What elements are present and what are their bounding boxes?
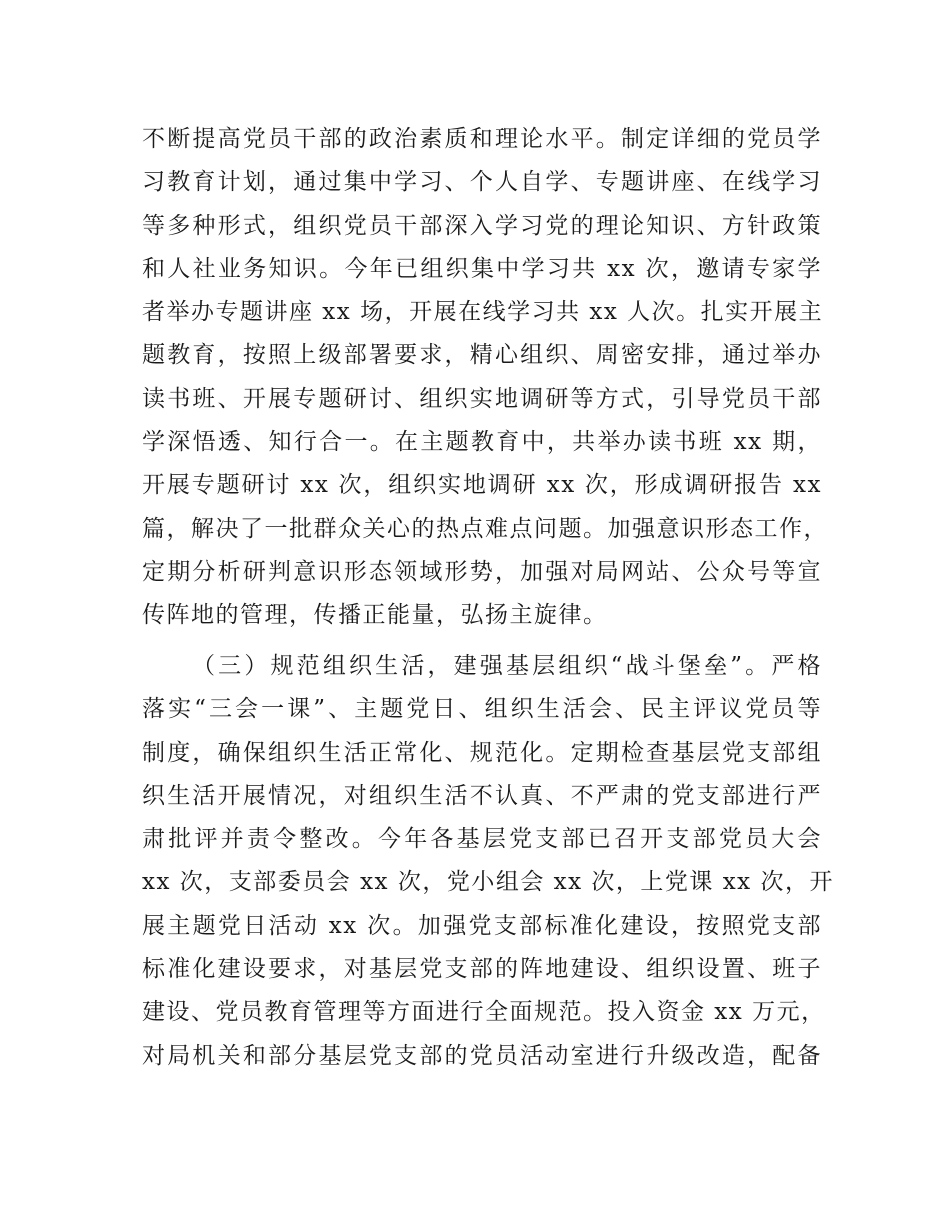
text-line: 习教育计划，通过集中学习、个人自学、专题讲座、在线学习: [142, 169, 822, 196]
text-line: 落实“三会一课”、主题党日、组织生活会、民主评议党员等: [142, 696, 822, 723]
text-line: 者举办专题讲座 xx 场，开展在线学习共 xx 人次。扎实开展主: [142, 299, 824, 326]
text-line: 定期分析研判意识形态领域形势，加强对局网站、公众号等宣: [142, 558, 822, 585]
text-line: 篇，解决了一批群众关心的热点难点问题。加强意识形态工作，: [142, 515, 828, 542]
text-line: 学深悟透、知行合一。在主题教育中，共举办读书班 xx 期，: [142, 429, 822, 456]
section-heading-line: （三）规范组织生活，建强基层组织“战斗堡垒”。严格: [192, 653, 822, 679]
text-line: 标准化建设要求，对基层党支部的阵地建设、组织设置、班子: [142, 956, 822, 983]
text-line: 等多种形式，组织党员干部深入学习党的理论知识、方针政策: [142, 212, 822, 239]
text-line: 制度，确保组织生活正常化、规范化。定期检查基层党支部组: [142, 739, 822, 766]
text-line: xx 次，支部委员会 xx 次，党小组会 xx 次，上党课 xx 次，开: [142, 869, 834, 896]
text-line: 建设、党员教育管理等方面进行全面规范。投入资金 xx 万元，: [142, 999, 826, 1026]
text-line: 织生活开展情况，对组织生活不认真、不严肃的党支部进行严: [142, 782, 822, 809]
text-line: 题教育，按照上级部署要求，精心组织、周密安排，通过举办: [142, 342, 822, 369]
text-line: 读书班、开展专题研讨、组织实地调研等方式，引导党员干部: [142, 385, 822, 412]
text-line: 不断提高党员干部的政治素质和理论水平。制定详细的党员学: [142, 126, 822, 152]
text-line: 展主题党日活动 xx 次。加强党支部标准化建设，按照党支部: [142, 912, 822, 939]
paragraph-1: [142, 118, 828, 638]
text-line: 对局机关和部分基层党支部的党员活动室进行升级改造，配备: [142, 1042, 822, 1069]
text-line: 开展专题研讨 xx 次，组织实地调研 xx 次，形成调研报告 xx: [142, 472, 822, 499]
text-line: 传阵地的管理，传播正能量，弘扬主旋律。: [142, 602, 608, 629]
paragraph-2: [142, 645, 834, 1078]
text-line: 肃批评并责令整改。今年各基层党支部已召开支部党员大会: [142, 826, 822, 853]
text-line: 和人社业务知识。今年已组织集中学习共 xx 次，邀请专家学: [142, 255, 822, 282]
